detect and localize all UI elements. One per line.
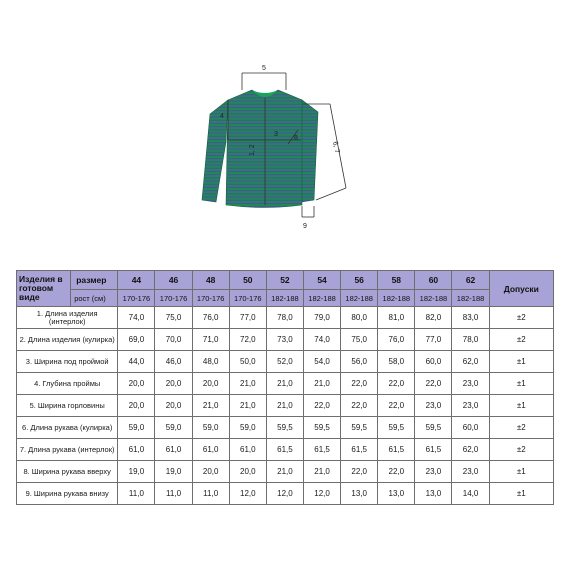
table-cell: 23,0 — [452, 461, 489, 483]
height-col-header: 182-188 — [415, 290, 452, 307]
table-cell: 48,0 — [192, 351, 229, 373]
dim-label-8: 8 — [294, 135, 298, 142]
table-cell: 21,0 — [192, 395, 229, 417]
size-chart-table — [16, 270, 554, 505]
table-cell: 59,5 — [303, 417, 340, 439]
tolerance-cell: ±2 — [489, 417, 553, 439]
height-col-header: 170-176 — [192, 290, 229, 307]
table-cell: 74,0 — [303, 329, 340, 351]
table-cell: 23,0 — [415, 395, 452, 417]
tolerance-cell: ±1 — [489, 351, 553, 373]
table-cell: 77,0 — [415, 329, 452, 351]
size-col-header: 56 — [341, 271, 378, 290]
table-cell: 74,0 — [118, 307, 155, 329]
row-label: 6. Длина рукава (кулирка) — [17, 417, 118, 439]
dim-label-5: 5 — [262, 65, 266, 72]
table-cell: 21,0 — [266, 461, 303, 483]
table-cell: 20,0 — [155, 395, 192, 417]
table-cell: 21,0 — [229, 395, 266, 417]
table-cell: 60,0 — [415, 351, 452, 373]
table-cell: 61,0 — [155, 439, 192, 461]
table-cell: 14,0 — [452, 483, 489, 505]
table-cell: 13,0 — [341, 483, 378, 505]
table-cell: 20,0 — [192, 373, 229, 395]
header-row-sizes — [17, 271, 554, 290]
tolerance-cell: ±1 — [489, 483, 553, 505]
tolerance-cell: ±2 — [489, 439, 553, 461]
table-cell: 71,0 — [192, 329, 229, 351]
garment-diagram — [190, 60, 380, 240]
table-cell: 76,0 — [378, 329, 415, 351]
table-cell: 59,5 — [415, 417, 452, 439]
row-label: 9. Ширина рукава внизу — [17, 483, 118, 505]
table-cell: 20,0 — [229, 461, 266, 483]
table-cell: 61,0 — [229, 439, 266, 461]
table-cell: 50,0 — [229, 351, 266, 373]
height-col-header: 182-188 — [303, 290, 340, 307]
table-cell: 61,0 — [192, 439, 229, 461]
dim-label-1-2: 1, 2 — [249, 144, 256, 156]
header-height: рост (см) — [71, 290, 118, 307]
table-cell: 23,0 — [415, 461, 452, 483]
table-cell: 59,5 — [341, 417, 378, 439]
dim-label-6-7: 6, 7 — [331, 140, 341, 154]
table-cell: 59,0 — [229, 417, 266, 439]
tolerance-cell: ±1 — [489, 395, 553, 417]
table-row — [17, 461, 554, 483]
table-cell: 61,5 — [378, 439, 415, 461]
table-cell: 82,0 — [415, 307, 452, 329]
dim-label-9: 9 — [303, 223, 307, 230]
table-cell: 22,0 — [341, 461, 378, 483]
table-cell: 59,5 — [378, 417, 415, 439]
table-cell: 61,5 — [341, 439, 378, 461]
table-row — [17, 483, 554, 505]
tolerance-cell: ±1 — [489, 461, 553, 483]
table-cell: 62,0 — [452, 439, 489, 461]
table-cell: 22,0 — [378, 395, 415, 417]
table-row — [17, 395, 554, 417]
table-cell: 23,0 — [452, 373, 489, 395]
table-cell: 62,0 — [452, 351, 489, 373]
height-col-header: 182-188 — [452, 290, 489, 307]
striped-shirt-illustration — [190, 60, 380, 240]
row-label: 5. Ширина горловины — [17, 395, 118, 417]
table-cell: 78,0 — [452, 329, 489, 351]
table-cell: 75,0 — [341, 329, 378, 351]
table-cell: 61,5 — [303, 439, 340, 461]
table-cell: 12,0 — [303, 483, 340, 505]
size-col-header: 44 — [118, 271, 155, 290]
header-item: Изделия в готовом виде — [17, 271, 71, 307]
table-cell: 75,0 — [155, 307, 192, 329]
table-cell: 61,5 — [266, 439, 303, 461]
table-cell: 12,0 — [229, 483, 266, 505]
table-cell: 22,0 — [378, 461, 415, 483]
table-cell: 20,0 — [118, 373, 155, 395]
size-col-header: 60 — [415, 271, 452, 290]
header-row-heights — [17, 290, 554, 307]
row-label: 1. Длина изделия (интерлок) — [17, 307, 118, 329]
table-cell: 59,0 — [118, 417, 155, 439]
table-cell: 77,0 — [229, 307, 266, 329]
table-cell: 80,0 — [341, 307, 378, 329]
height-col-header: 182-188 — [266, 290, 303, 307]
table-row — [17, 373, 554, 395]
row-label: 8. Ширина рукава вверху — [17, 461, 118, 483]
row-label: 2. Длина изделия (кулирка) — [17, 329, 118, 351]
table-cell: 70,0 — [155, 329, 192, 351]
table-row — [17, 439, 554, 461]
table-cell: 59,5 — [266, 417, 303, 439]
table-cell: 19,0 — [155, 461, 192, 483]
table-cell: 21,0 — [266, 373, 303, 395]
table-cell: 83,0 — [452, 307, 489, 329]
size-col-header: 58 — [378, 271, 415, 290]
table-cell: 61,5 — [415, 439, 452, 461]
table-cell: 11,0 — [155, 483, 192, 505]
size-col-header: 54 — [303, 271, 340, 290]
table-cell: 23,0 — [452, 395, 489, 417]
height-col-header: 170-176 — [118, 290, 155, 307]
table-cell: 13,0 — [378, 483, 415, 505]
table-cell: 56,0 — [341, 351, 378, 373]
table-cell: 72,0 — [229, 329, 266, 351]
dim-label-4: 4 — [220, 113, 224, 120]
height-col-header: 170-176 — [155, 290, 192, 307]
size-col-header: 50 — [229, 271, 266, 290]
table-cell: 22,0 — [415, 373, 452, 395]
header-tolerance: Допуски — [489, 271, 553, 307]
table-row — [17, 307, 554, 329]
table-cell: 22,0 — [341, 373, 378, 395]
table-cell: 22,0 — [378, 373, 415, 395]
table-cell: 20,0 — [118, 395, 155, 417]
table-cell: 44,0 — [118, 351, 155, 373]
size-col-header: 62 — [452, 271, 489, 290]
table-cell: 12,0 — [266, 483, 303, 505]
table-row — [17, 417, 554, 439]
size-col-header: 48 — [192, 271, 229, 290]
height-col-header: 170-176 — [229, 290, 266, 307]
table-cell: 22,0 — [341, 395, 378, 417]
tolerance-cell: ±1 — [489, 373, 553, 395]
table-cell: 78,0 — [266, 307, 303, 329]
table-cell: 22,0 — [303, 395, 340, 417]
table-row — [17, 329, 554, 351]
table-cell: 76,0 — [192, 307, 229, 329]
table-cell: 54,0 — [303, 351, 340, 373]
table-cell: 59,0 — [192, 417, 229, 439]
height-col-header: 182-188 — [341, 290, 378, 307]
table-cell: 61,0 — [118, 439, 155, 461]
table-cell: 73,0 — [266, 329, 303, 351]
table-cell: 20,0 — [155, 373, 192, 395]
table-cell: 52,0 — [266, 351, 303, 373]
table-body — [17, 307, 554, 505]
table-cell: 81,0 — [378, 307, 415, 329]
table-cell: 21,0 — [303, 373, 340, 395]
table-cell: 13,0 — [415, 483, 452, 505]
table-cell: 11,0 — [118, 483, 155, 505]
table-cell: 59,0 — [155, 417, 192, 439]
table-cell: 20,0 — [192, 461, 229, 483]
header-size: размер — [71, 271, 118, 290]
table-cell: 21,0 — [229, 373, 266, 395]
table-cell: 60,0 — [452, 417, 489, 439]
size-col-header: 46 — [155, 271, 192, 290]
dim-label-3: 3 — [274, 131, 278, 138]
tolerance-cell: ±2 — [489, 307, 553, 329]
size-col-header: 52 — [266, 271, 303, 290]
height-col-header: 182-188 — [378, 290, 415, 307]
table-cell: 11,0 — [192, 483, 229, 505]
table-cell: 46,0 — [155, 351, 192, 373]
row-label: 3. Ширина под проймой — [17, 351, 118, 373]
table-cell: 21,0 — [303, 461, 340, 483]
table-cell: 21,0 — [266, 395, 303, 417]
table-cell: 69,0 — [118, 329, 155, 351]
tolerance-cell: ±2 — [489, 329, 553, 351]
table-row — [17, 351, 554, 373]
table-cell: 58,0 — [378, 351, 415, 373]
table-cell: 19,0 — [118, 461, 155, 483]
row-label: 4. Глубина проймы — [17, 373, 118, 395]
row-label: 7. Длина рукава (интерлок) — [17, 439, 118, 461]
table-cell: 79,0 — [303, 307, 340, 329]
